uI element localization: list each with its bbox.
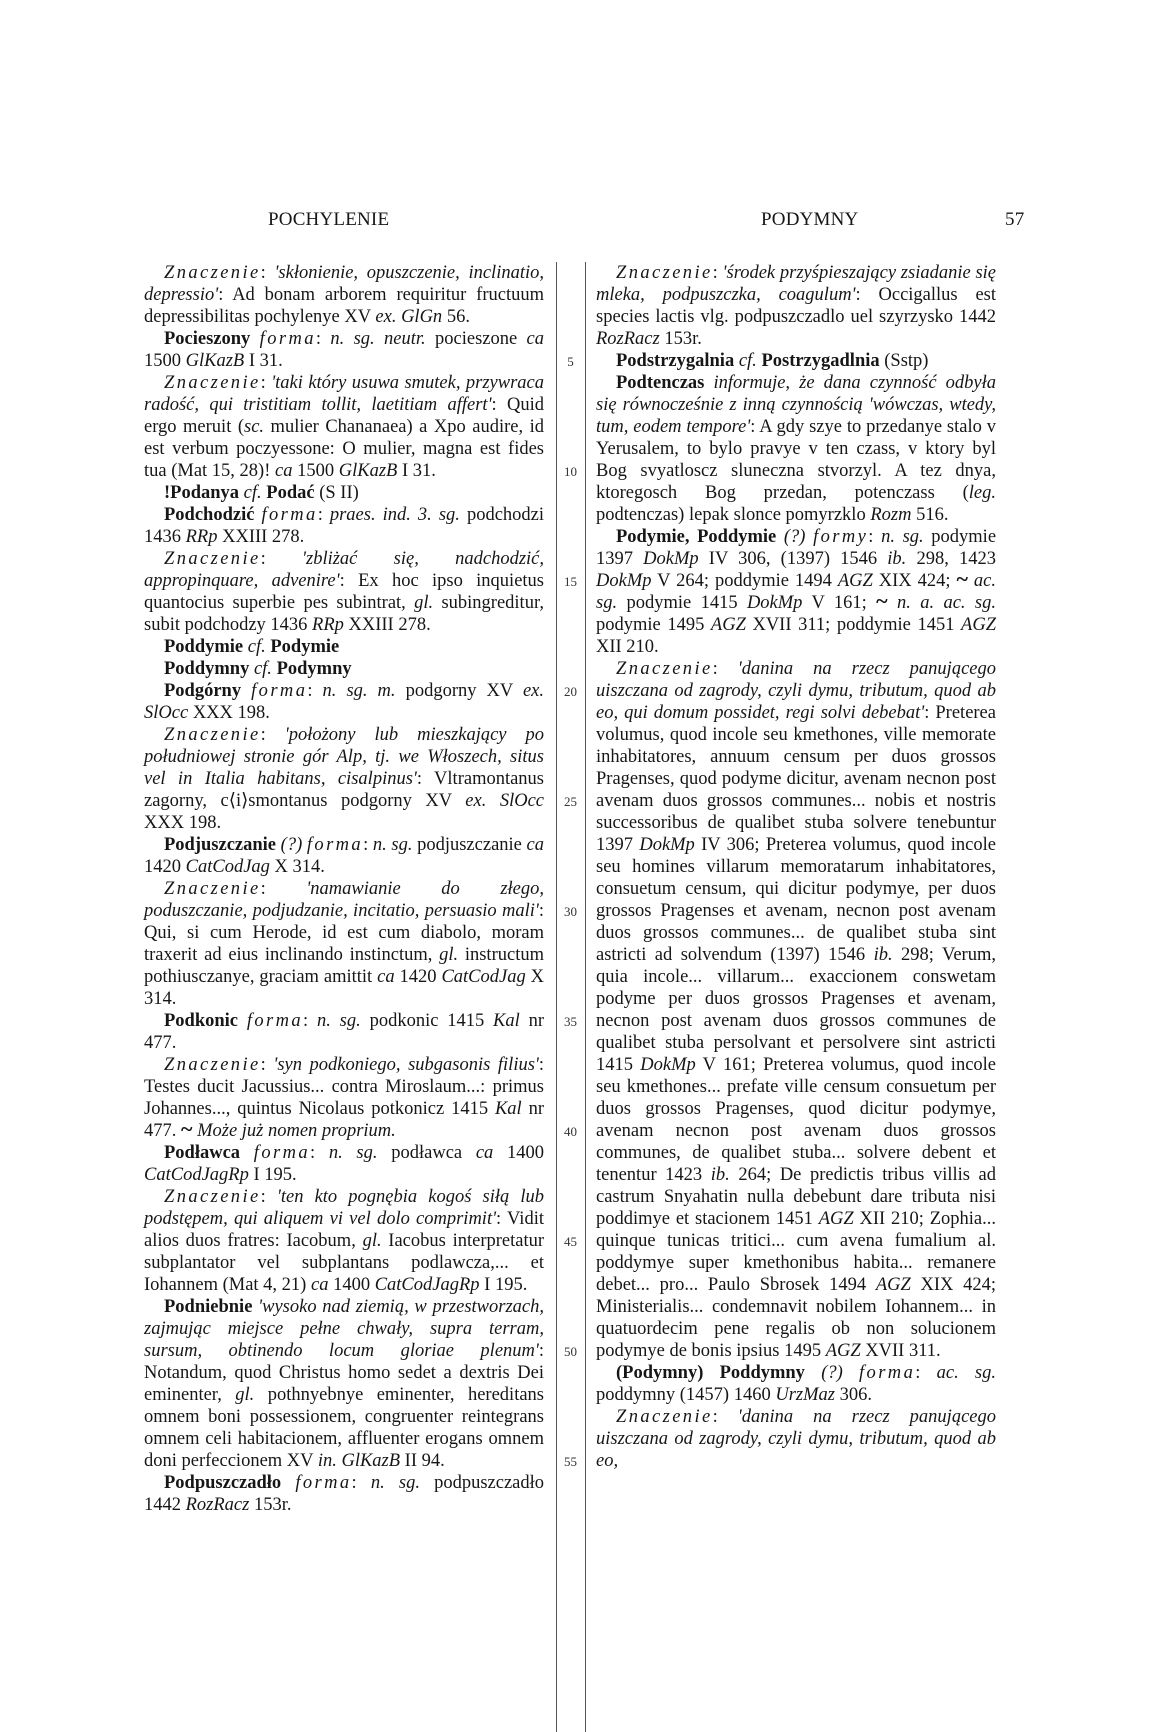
column-rule-right xyxy=(585,262,586,1732)
dictionary-entry-paragraph: Poddymie cf. Podymie xyxy=(164,637,340,657)
dictionary-entry-paragraph: Znaczenie: 'syn podkoniego, subgasonis filius': Testes ducit Jacussius... contra Miroslaum...: primus Johannes..., quintus Nicolaus potkonicz 1415 Kal nr 477. ~ Może już nomen proprium. xyxy=(144,1055,545,1141)
dictionary-entry-paragraph: Podniebnie 'wysoko nad ziemią, w przestworzach, zajmując miejsce pełne chwały, supra terram, sursum, obtinendo locum gloriae plenum': Notandum, quod Christus homo sedet a dextris Dei eminenter, gl. pothnyebnye eminenter, hereditans omnem boni possessionem, congruenter reintegrans omnem celi habitacionem, affluenter erogans omnem doni perfeccionem XV in. GlKazB II 94. xyxy=(144,1297,545,1471)
line-number: 15 xyxy=(564,574,577,589)
dictionary-entry-paragraph: Podjuszczanie (?) forma: n. sg. podjuszczanie ca 1420 CatCodJag X 314. xyxy=(144,835,544,877)
dictionary-entry-paragraph: Znaczenie: 'zbliżać się, nadchodzić, appropinquare, advenire': Ex hoc ipso inquietus quantocius superbie pes subintrat, gl. subingreditur, subit podchodzy 1436 RRp XXIII 278. xyxy=(144,549,545,635)
dictionary-entry-paragraph: Podławca forma: n. sg. podławca ca 1400 CatCodJagRp I 195. xyxy=(144,1143,545,1185)
dictionary-entry-paragraph: Podymie, Poddymie (?) formy: n. sg. podymie 1397 DokMp IV 306, (1397) 1546 ib. 298, 1423 DokMp V 264; poddymie 1494 AGZ XIX 424; ~ ac. sg. podymie 1415 DokMp V 161; ~ n. a. ac. sg. podymie 1495 AGZ XVII 311; poddymie 1451 AGZ XII 210. xyxy=(596,527,997,657)
dictionary-entry-paragraph: Podstrzygalnia cf. Postrzygadlnia (Sstp) xyxy=(616,351,929,371)
left-column xyxy=(144,262,544,1516)
dictionary-entry-paragraph: Podpuszczadło forma: n. sg. podpuszczadło 1442 RozRacz 153r. xyxy=(144,1473,545,1515)
dictionary-entry-paragraph: Znaczenie: 'ten kto pognębia kogoś siłą lub podstępem, qui aliquem vi vel dolo comprimit': Vidit alios duos fratres: Iacobum, gl. Iacobus interpretatur subplantator vel subplantans podlawcza,... et Iohannem (Mat 4, 21) ca 1400 CatCodJagRp I 195. xyxy=(144,1187,545,1295)
dictionary-entry-paragraph: Znaczenie: 'danina na rzecz panującego uiszczana od zagrody, czyli dymu, tributum, quod ab eo, qui domum possidet, regi solvi debebat': Preterea volumus, quod incole seu kmethones, ville memorate inhabitatores, annuum censum per duos grossos Pragenses, quod podyme dicitur, avenam necnon post avenam duos grossos communes... nobis et nostris successoribus de qualibet stuba solvere tenebuntur 1397 DokMp IV 306; Preterea volumus, quod incole seu homines villarum memoratarum inhabitatores, consuetum censum, qui dicitur podymye, per duos grossos Pragenses et avenam, necnon post avenam duos grossos communes... de qualibet stuba sint astricti ad solvendum (1397) 1546 ib. 298; Verum, quia incole... villarum... exaccionem conswetam podyme per duos grossos Pragenses et avenam, necnon post avenam duos grossos communes de qualibet stuba persolvant et persolvere sint astricti 1415 DokMp V 161; Preterea volumus, quod incole seu kmethones... prefate ville censum consuetum per duos grossos Pragenses, quod dicitur podymye, avenam necnon post avenam duos grossos communes, de qualibet stuba... solvere debent et tenentur 1423 ib. 264; De predictis tribus villis ad castrum Snyahatin nulla debebunt dare tributa nisi poddimye et stacionem 1451 AGZ XII 210; Zophia... quinque tunicas tritici... cum avena fumalium al. poddymye super kmethonibus habita... remanere debet... pro... Paulo Sbrosek 1494 AGZ XIX 424; Ministerialis... condemnavit nobilem Iohannem... in quatuordecim pene regalis ob non solucionem podymye de bonis ipsius 1495 AGZ XVII 311. xyxy=(596,659,997,1361)
line-number: 50 xyxy=(564,1344,577,1359)
line-number: 30 xyxy=(564,904,577,919)
line-number: 10 xyxy=(564,464,577,479)
page-number: 57 xyxy=(1005,209,1025,230)
dictionary-entry-paragraph: Podgórny forma: n. sg. m. podgorny XV ex. SlOcc XXX 198. xyxy=(144,681,545,723)
line-number: 5 xyxy=(567,354,574,369)
line-number: 40 xyxy=(564,1124,577,1139)
dictionary-entry-paragraph: (Podymny) Poddymny (?) forma: ac. sg. poddymny (1457) 1460 UrzMaz 306. xyxy=(596,1363,997,1405)
dictionary-entry-paragraph: Znaczenie: 'skłonienie, opuszczenie, inclinatio, depressio': Ad bonam arborem requiritur fructuum depressibilitas pochylenye XV ex. GlGn 56. xyxy=(144,263,544,327)
line-number: 35 xyxy=(564,1014,577,1029)
dictionary-entry-paragraph: Podkonic forma: n. sg. podkonic 1415 Kal nr 477. xyxy=(144,1011,544,1053)
dictionary-entry-paragraph: Podchodzić forma: praes. ind. 3. sg. podchodzi 1436 RRp XXIII 278. xyxy=(144,505,544,547)
running-head-left: POCHYLENIE xyxy=(268,209,390,230)
line-number: 45 xyxy=(564,1234,577,1249)
dictionary-entry-paragraph: Podtenczas informuje, że dana czynność odbyła się równocześnie z inną czynnością 'wówczas, wtedy, tum, eodem tempore': A gdy szye to przedanye stalo v Yerusalem, to bylo pravye v ten czass, v ktory byl Bog svyatloscz sluneczna stvorzyl. A tez dnya, ktoregosch Bog przedan, potenczass (leg. podtenczas) lepak slonce pomyrzklo Rozm 516. xyxy=(596,373,996,525)
dictionary-entry-paragraph: Znaczenie: 'taki który usuwa smutek, przywraca radość, qui tristitiam tollit, laetitiam affert': Quid ergo meruit (sc. mulier Chananaea) a Xpo audire, id est verbum poczyessone: O mulier, magna est fides tua (Mat 15, 28)! ca 1500 GlKazB I 31. xyxy=(144,373,545,481)
right-column xyxy=(596,262,996,1472)
dictionary-entry-paragraph: Pocieszony forma: n. sg. neutr. pocieszone ca 1500 GlKazB I 31. xyxy=(144,329,545,371)
line-number: 25 xyxy=(564,794,577,809)
dictionary-entry-paragraph: Poddymny cf. Podymny xyxy=(164,659,352,679)
dictionary-entry-paragraph: Znaczenie: 'namawianie do złego, poduszczanie, podjudzanie, incitatio, persuasio mali': Qui, si cum Herode, id est cum diabolo, moram traxerit ad eius inclinando instinctum, gl. instructum pothiusczanye, graciam amittit ca 1420 CatCodJag X 314. xyxy=(144,879,545,1009)
dictionary-entry-paragraph: Znaczenie: 'środek przyśpieszający zsiadanie się mleka, podpuszczka, coagulum': Occigallus est species lactis vlg. podpuszczadlo uel szyrzysko 1442 RozRacz 153r. xyxy=(596,263,997,349)
line-number: 55 xyxy=(564,1454,577,1469)
dictionary-entry-paragraph: Znaczenie: 'położony lub mieszkający po południowej stronie gór Alp, tj. we Włoszech, situs vel in Italia habitans, cisalpinus': Vltramontanus zagorny, c⟨i⟩smontanus podgorny XV ex. SlOcc XXX 198. xyxy=(144,725,545,833)
running-head-right: PODYMNY xyxy=(761,209,859,230)
dictionary-entry-paragraph: Znaczenie: 'danina na rzecz panującego uiszczana od zagrody, czyli dymu, tributum, quod ab eo, xyxy=(596,1407,996,1471)
line-number-gutter xyxy=(556,262,585,1732)
line-number: 20 xyxy=(564,684,577,699)
dictionary-entry-paragraph: !Podanya cf. Podać (S II) xyxy=(164,483,359,503)
